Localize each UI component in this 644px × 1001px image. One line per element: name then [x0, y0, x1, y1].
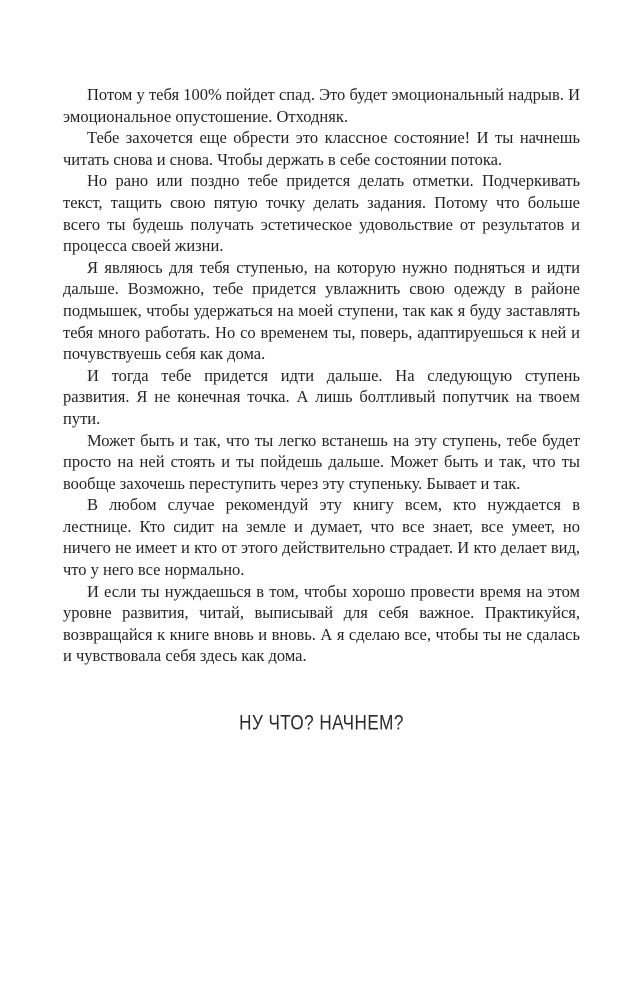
chapter-heading [63, 713, 580, 735]
paragraph: Я являюсь для тебя ступенью, на которую нужно подняться и идти дальше. Возможно, тебе придется увлажнить свою одежду в районе подмышек, чтобы удержаться на моей ступени, так как я буду заставлять тебя много работать. Но со временем ты, поверь, адаптируешься к ней и почувствуешь себя как дома. [63, 257, 580, 364]
paragraph: Но рано или поздно тебе придется делать отметки. Подчеркивать текст, тащить свою пятую точку делать задания. Потому что больше всего ты будешь получать эстетическое удовольствие от результатов и процесса своей жизни. [63, 171, 580, 256]
body-text [63, 84, 580, 735]
paragraph-list [63, 84, 580, 667]
paragraph: В любом случае рекомендуй эту книгу всем, кто нуждается в лестнице. Кто сидит на земле и думает, что все знает, все умеет, но ничего не имеет и кто от этого действительно страдает. И кто делает вид, что у него все нормально. [63, 495, 580, 580]
paragraph: И тогда тебе придется идти дальше. На следующую ступень развития. Я не конечная точка. А лишь болтливый попутчик на твоем пути. [63, 365, 580, 428]
paragraph: Потом у тебя 100% пойдет спад. Это будет эмоциональный надрыв. И эмоциональное опустошение. Отходняк. [63, 85, 580, 126]
chapter-heading-text: НУ ЧТО? НАЧНЕМ? [239, 711, 404, 736]
paragraph: И если ты нуждаешься в том, чтобы хорошо провести время на этом уровне развития, читай, выписывай для себя важное. Практикуйся, возвращайся к книге вновь и вновь. А я сделаю все, чтобы ты не сдалась и чувствовала себя здесь как дома. [63, 581, 580, 666]
paragraph: Может быть и так, что ты легко встанешь на эту ступень, тебе будет просто на ней стоять и ты пойдешь дальше. Может быть и так, что ты вообще захочешь переступить через эту ступеньку. Бывает и так. [63, 430, 580, 493]
paragraph: Тебе захочется еще обрести это классное состояние! И ты начнешь читать снова и снова. Чтобы держать в себе состоянии потока. [63, 128, 580, 169]
